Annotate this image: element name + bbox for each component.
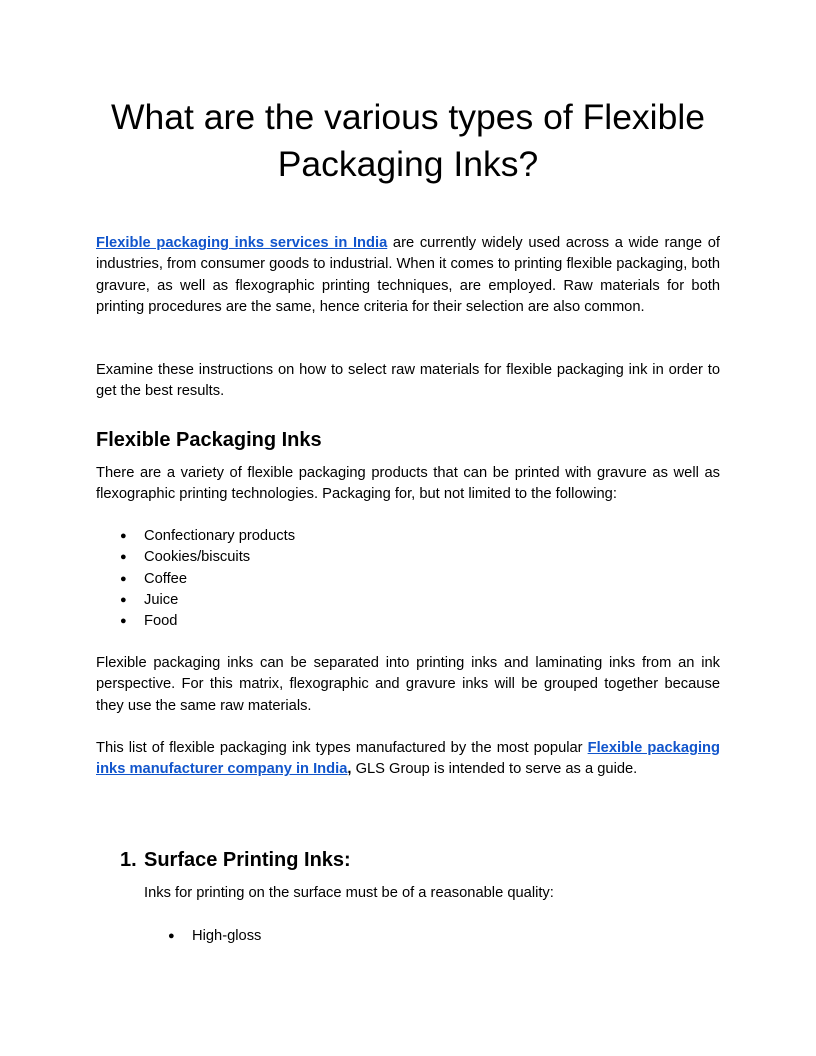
bullet-icon: ●	[120, 530, 127, 542]
bullet-icon: ●	[168, 930, 175, 942]
ink-perspective-paragraph: Flexible packaging inks can be separated into printing inks and laminating inks from an ink perspective. For this matrix, flexographic and gravure inks will be grouped together because they use the same raw materials.	[96, 655, 720, 714]
manufacturer-link[interactable]: Flexible packaging inks manufacturer company in India	[96, 740, 720, 778]
section-heading-surface-printing-inks	[120, 847, 351, 873]
services-link[interactable]: Flexible packaging inks services in India	[96, 235, 388, 251]
manufacturer-paragraph: This list of flexible packaging ink types manufactured by the most popular Flexible packaging inks manufacturer company in India, GLS Group is intended to serve as a guide.	[96, 740, 720, 778]
section-number: 1.	[120, 849, 137, 871]
intro-paragraph	[96, 233, 720, 318]
surface-inks-list	[144, 926, 261, 947]
bullet-icon: ●	[120, 572, 127, 585]
instructions-paragraph: Examine these instructions on how to select raw materials for flexible packaging ink in order to get the best results.	[96, 362, 720, 400]
page-title-line-2: Packaging Inks?	[277, 144, 539, 184]
surface-inks-intro: Inks for printing on the surface must be of a reasonable quality:	[144, 885, 554, 901]
list-item: ● Food	[96, 611, 295, 632]
page-title	[96, 94, 720, 188]
products-paragraph: There are a variety of flexible packaging products that can be printed with gravure as well as flexographic printing technologies. Packaging for, but not limited to the following:	[96, 465, 720, 503]
product-list	[96, 526, 295, 632]
section-heading-flexible-packaging-inks: Flexible Packaging Inks	[96, 429, 322, 451]
section-title: Surface Printing Inks:	[144, 849, 351, 871]
list-item: ● Juice	[96, 590, 295, 611]
intro-paragraph-text: are currently widely used across a wide range of industries, from consumer goods to industrial. When it comes to printing flexible packaging, both gravure, as well as flexographic printing techniques, are employed. Raw materials for both printing procedures are the same, hence criteria for their selection are also common.	[96, 235, 720, 315]
bullet-icon: ●	[120, 593, 127, 606]
list-item: ● Confectionary products	[96, 526, 295, 547]
list-item: ● Coffee	[96, 569, 295, 590]
bullet-icon: ●	[120, 551, 127, 564]
list-item: ● Cookies/biscuits	[96, 547, 295, 568]
list-item: ● High-gloss	[144, 926, 261, 947]
page-title-line-1: What are the various types of Flexible	[111, 97, 705, 137]
bullet-icon: ●	[120, 615, 127, 628]
